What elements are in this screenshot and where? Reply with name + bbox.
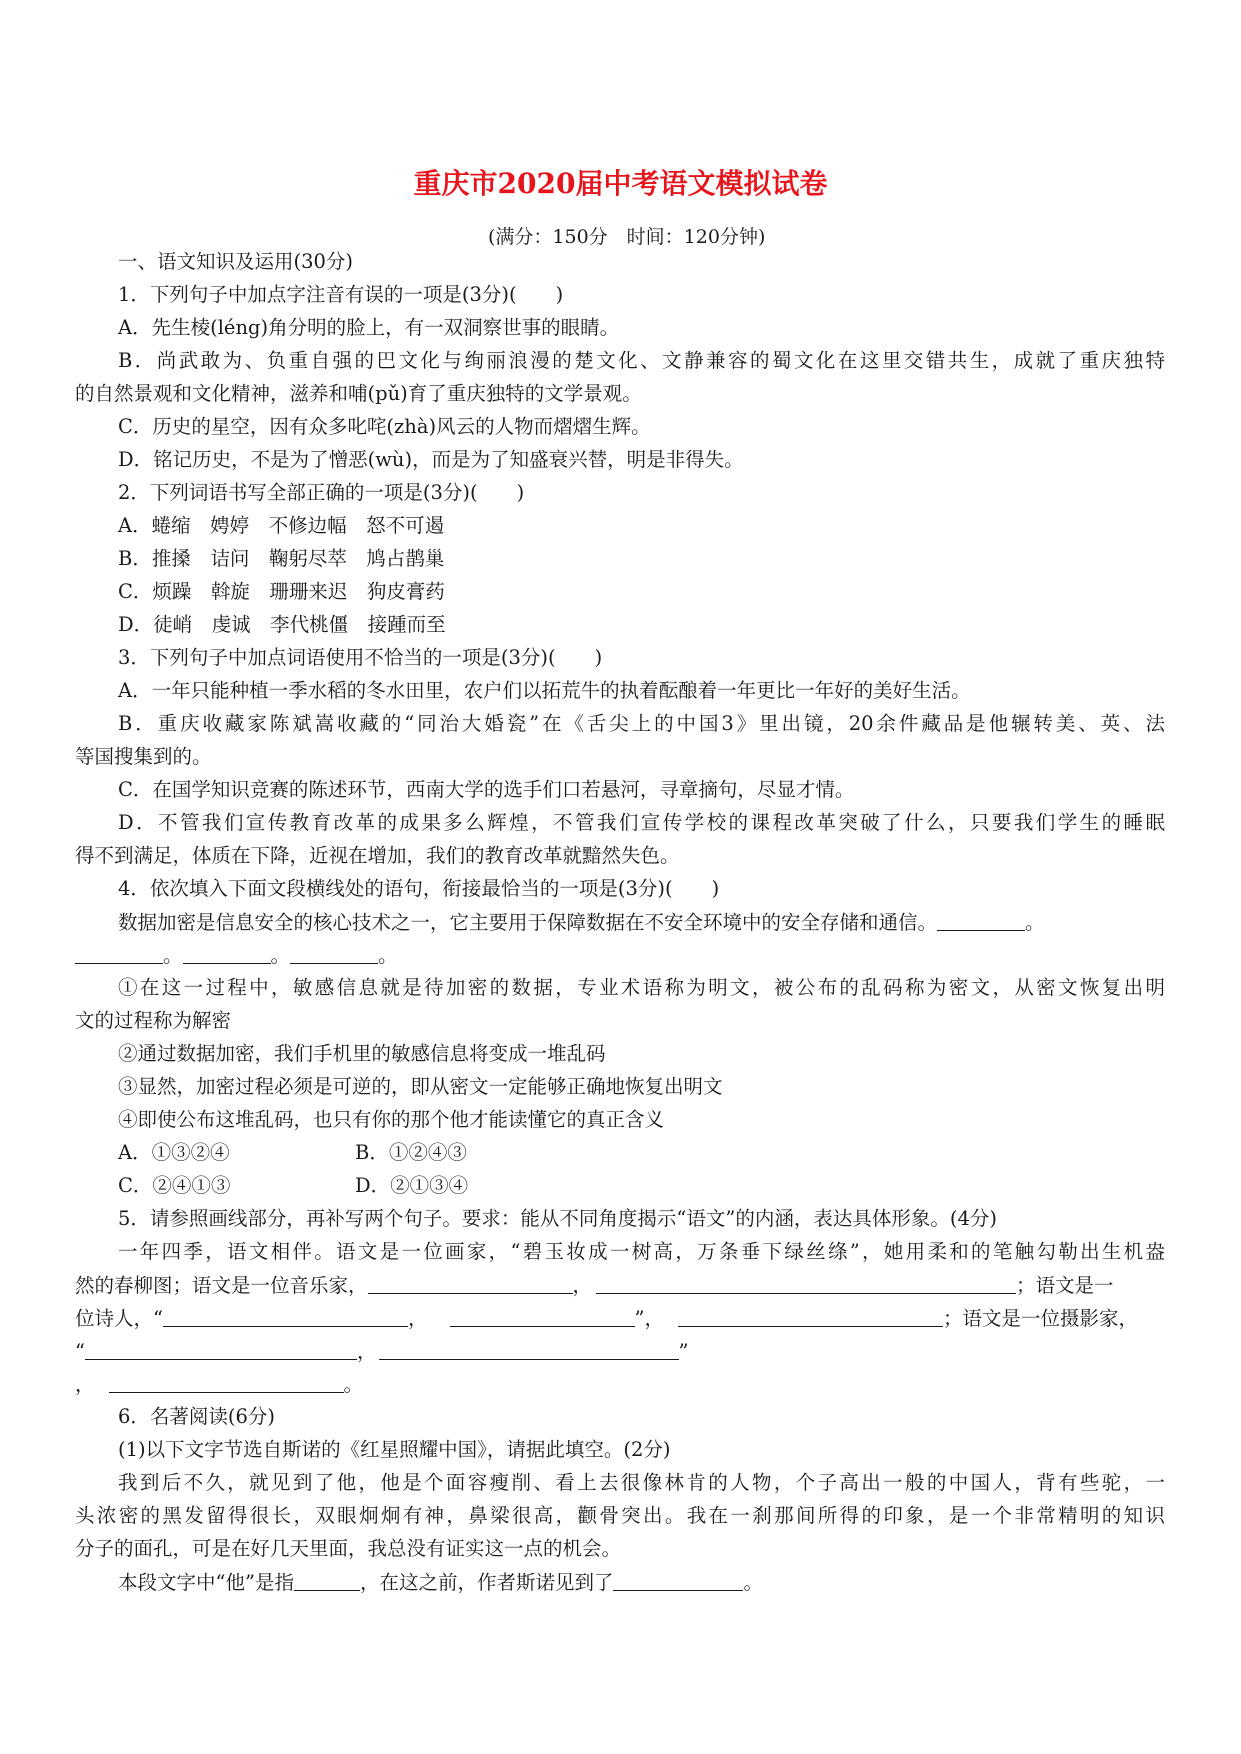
q3-option-a: A．一年只能种植一季水稻的冬水田里，农户们以拓荒牛的执着酝酿着一年更比一年好的美好生活。 bbox=[118, 679, 971, 702]
answer-blank[interactable] bbox=[368, 1275, 573, 1294]
exam-title: 重庆市2020届中考语文模拟试卷 bbox=[413, 167, 828, 200]
q3-option-d: D．不管我们宣传教育改革的成果多么辉煌，不管我们宣传学校的课程改革突破了什么，只要我们学生的睡眠 bbox=[118, 811, 1165, 834]
q3-option-b: B．重庆收藏家陈斌嵩收藏的“同治大婚瓷”在《舌尖上的中国3》里出镜，20余件藏品是他辗转美、英、法 bbox=[118, 712, 1165, 735]
q4-period: 。 bbox=[163, 944, 183, 967]
answer-blank[interactable] bbox=[613, 1572, 743, 1591]
q4-period: 。 bbox=[343, 1373, 364, 1396]
q5-passage: 一年四季，语文相伴。语文是一位画家，“碧玉妆成一树高，万条垂下绿丝绦”，她用柔和的笔触勾勒出生机盎 bbox=[118, 1240, 1165, 1263]
q5-text: “ bbox=[75, 1340, 85, 1363]
q4-sentence-1: ①在这一过程中，敏感信息就是待加密的数据，专业术语称为明文，被公布的乱码称为密文，从密文恢复出明 bbox=[118, 976, 1165, 999]
q4-passage-text: 数据加密是信息安全的核心技术之一，它主要用于保障数据在不安全环境中的安全存储和通信。 bbox=[118, 911, 938, 934]
q4-period: 。 bbox=[1025, 911, 1045, 934]
q3-option-c: C．在国学知识竞赛的陈述环节，西南大学的选手们口若悬河，寻章摘句，尽显才情。 bbox=[118, 778, 855, 801]
q5-passage-line4: “ ， ” bbox=[75, 1340, 689, 1363]
q4-period: 。 bbox=[378, 944, 398, 967]
answer-blank[interactable] bbox=[109, 1374, 344, 1393]
question-3: 3．下列句子中加点词语使用不恰当的一项是(3分)( ) bbox=[118, 646, 603, 669]
q5-passage-line2: 然的春柳图；语文是一位音乐家， ， ；语文是一 bbox=[75, 1274, 1114, 1297]
q3-option-b-cont: 等国搜集到的。 bbox=[75, 745, 212, 768]
q6-text: ，在这之前，作者斯诺见到了 bbox=[359, 1571, 614, 1594]
q5-text: 位诗人，“ bbox=[75, 1307, 163, 1330]
answer-blank[interactable] bbox=[596, 1275, 1016, 1294]
q2-option-b: B．推搡 诘问 鞠躬尽萃 鸠占鹊巢 bbox=[118, 547, 445, 570]
q5-text: ；语文是一 bbox=[1016, 1274, 1114, 1297]
answer-blank[interactable] bbox=[290, 945, 378, 964]
q6-passage: 我到后不久，就见到了他，他是个面容瘦削、看上去很像林肯的人物，个子高出一般的中国人，背有些驼，一 bbox=[118, 1471, 1165, 1494]
q1-option-b: B．尚武敢为、负重自强的巴文化与绚丽浪漫的楚文化、文静兼容的蜀文化在这里交错共生，成就了重庆独特 bbox=[118, 349, 1165, 372]
q5-passage-line3: 位诗人，“ ， ”， ；语文是一位摄影家， bbox=[75, 1307, 1138, 1330]
question-2: 2．下列词语书写全部正确的一项是(3分)( ) bbox=[118, 481, 525, 504]
question-4: 4．依次填入下面文段横线处的语句，衔接最恰当的一项是(3分)( ) bbox=[118, 877, 720, 900]
answer-blank[interactable] bbox=[937, 912, 1025, 931]
q5-text: ”， bbox=[634, 1307, 664, 1330]
question-5: 5．请参照画线部分，再补写两个句子。要求：能从不同角度揭示“语文”的内涵，表达具体形象。(4分) bbox=[118, 1207, 997, 1230]
exam-subtitle: (满分：150分 时间：120分钟) bbox=[488, 226, 766, 248]
q1-option-b-cont: 的自然景观和文化精神，滋养和哺(pǔ)育了重庆独特的文学景观。 bbox=[75, 382, 642, 405]
q4-option-d: D．②①③④ bbox=[355, 1174, 469, 1197]
q1-option-d: D．铭记历史，不是为了憎恶(wù)，而是为了知盛衰兴替，明是非得失。 bbox=[118, 448, 744, 471]
q4-option-c: C．②④①③ bbox=[118, 1174, 231, 1197]
q4-sentence-3: ③显然，加密过程必须是可逆的，即从密文一定能够正确地恢复出明文 bbox=[118, 1075, 723, 1098]
answer-blank[interactable] bbox=[450, 1308, 635, 1327]
q4-passage bbox=[118, 912, 1045, 933]
q2-option-a: A．蜷缩 娉婷 不修边幅 怒不可遏 bbox=[118, 514, 445, 537]
q4-period: 。 bbox=[270, 944, 291, 967]
q6-text: 本段文字中“他”是指 bbox=[118, 1571, 294, 1594]
q4-sentence-1-cont: 文的过程称为解密 bbox=[75, 1009, 232, 1032]
q2-option-d: D．徒峭 虔诚 李代桃僵 接踵而至 bbox=[118, 613, 446, 636]
q6-fill-line bbox=[118, 1572, 763, 1593]
q2-option-c: C．烦躁 斡旋 珊珊来迟 狗皮膏药 bbox=[118, 580, 445, 603]
q4-option-a: A．①③②④ bbox=[118, 1141, 230, 1164]
q6-part-1: (1)以下文字节选自斯诺的《红星照耀中国》，请据此填空。(2分) bbox=[118, 1438, 671, 1461]
q4-blanks-line bbox=[75, 945, 398, 966]
question-6: 6．名著阅读(6分) bbox=[118, 1405, 276, 1428]
q1-option-c: C．历史的星空，因有众多叱咤(zhà)风云的人物而熠熠生辉。 bbox=[118, 415, 651, 438]
answer-blank[interactable] bbox=[379, 1341, 679, 1360]
question-1: 1．下列句子中加点字注音有误的一项是(3分)( ) bbox=[118, 283, 564, 306]
q4-option-b: B．①②④③ bbox=[355, 1141, 467, 1164]
q4-period: 。 bbox=[743, 1571, 763, 1594]
answer-blank[interactable] bbox=[183, 945, 271, 964]
answer-blank[interactable] bbox=[294, 1572, 360, 1591]
q5-text: ” bbox=[678, 1340, 689, 1363]
section-heading: 一、语文知识及运用(30分) bbox=[118, 250, 354, 273]
q5-passage-line5: ， 。 bbox=[75, 1373, 364, 1396]
q6-passage-cont: 头浓密的黑发留得很长，双眼炯炯有神，鼻梁很高，颧骨突出。我在一刹那间所得的印象，是一个非常精明的知识 bbox=[75, 1504, 1165, 1527]
answer-blank[interactable] bbox=[678, 1308, 943, 1327]
q4-sentence-4: ④即使公布这堆乱码，也只有你的那个他才能读懂它的真正含义 bbox=[118, 1108, 665, 1131]
answer-blank[interactable] bbox=[85, 1341, 357, 1360]
q5-text: ；语文是一位摄影家， bbox=[942, 1307, 1138, 1330]
answer-blank[interactable] bbox=[75, 945, 163, 964]
q4-sentence-2: ②通过数据加密，我们手机里的敏感信息将变成一堆乱码 bbox=[118, 1042, 606, 1065]
q6-passage-end: 分子的面孔，可是在好几天里面，我总没有证实这一点的机会。 bbox=[75, 1537, 622, 1560]
answer-blank[interactable] bbox=[163, 1308, 408, 1327]
q5-text: 然的春柳图；语文是一位音乐家， bbox=[75, 1274, 368, 1297]
q1-option-a: A．先生棱(léng)角分明的脸上，有一双洞察世事的眼睛。 bbox=[118, 316, 620, 339]
q3-option-d-cont: 得不到满足，体质在下降，近视在增加，我们的教育改革就黯然失色。 bbox=[75, 844, 680, 867]
